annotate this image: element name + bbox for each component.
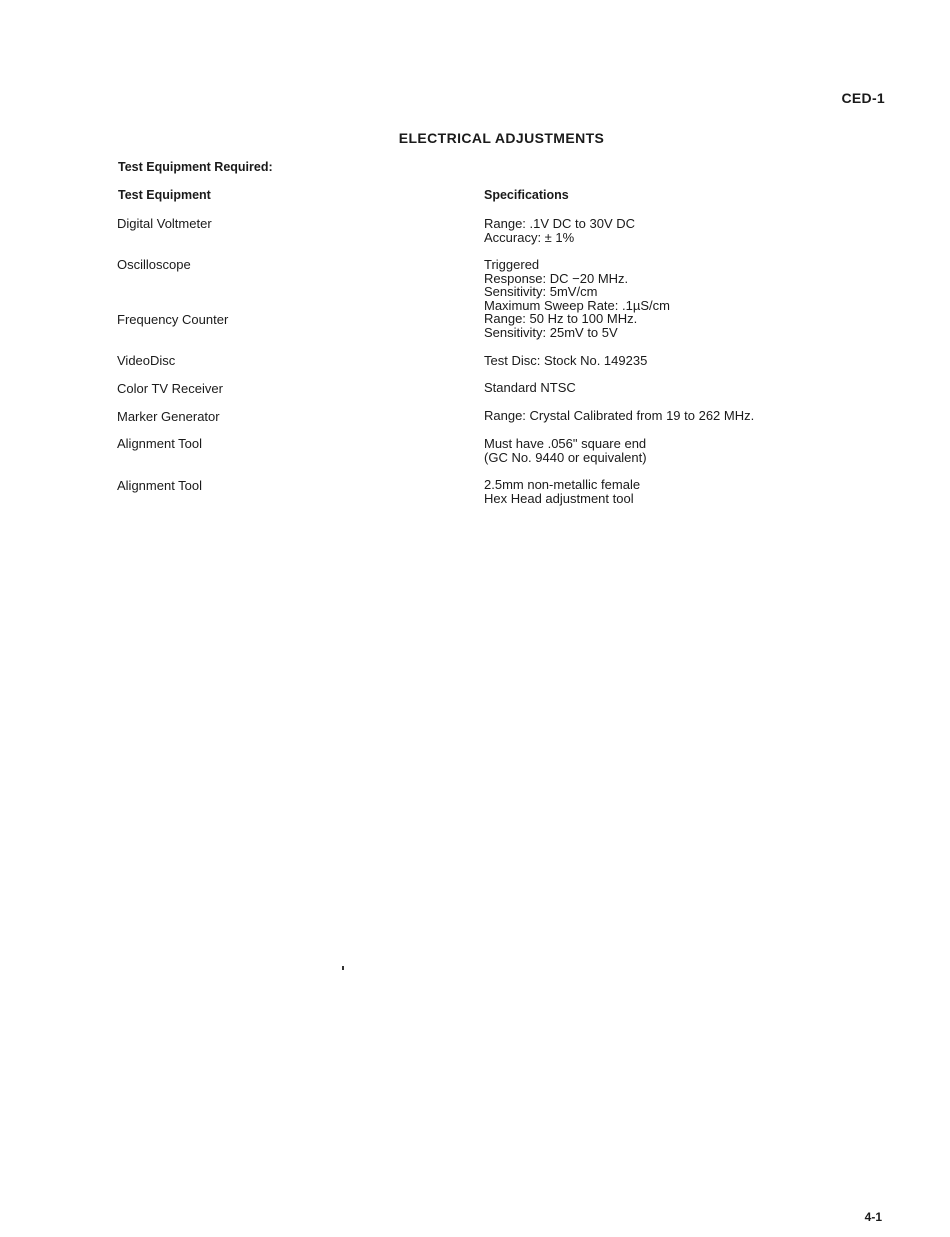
spec-line: Sensitivity: 25mV to 5V xyxy=(484,324,618,340)
spec-line: Range: 50 Hz to 100 MHz. xyxy=(484,311,638,326)
spec-line: Triggered xyxy=(484,257,540,272)
equipment-spec xyxy=(484,312,637,339)
page-id: CED-1 xyxy=(841,90,885,106)
equipment-spec xyxy=(484,478,640,505)
spec-line: Sensitivity: 5mV/cm xyxy=(484,284,598,299)
spec-line: Test Disc: Stock No. 149235 xyxy=(484,353,648,368)
spec-line: Accuracy: ± 1% xyxy=(484,229,575,245)
spec-line: Range: .1V DC to 30V DC xyxy=(484,216,636,231)
equipment-name: Alignment Tool xyxy=(117,478,203,493)
equipment-spec xyxy=(484,354,647,368)
column-header-specifications: Specifications xyxy=(484,188,569,202)
page-number: 4-1 xyxy=(864,1210,882,1224)
spec-line: Hex Head adjustment tool xyxy=(484,490,634,506)
spec-line: Standard NTSC xyxy=(484,380,576,395)
required-label: Test Equipment Required: xyxy=(118,160,273,174)
spec-line: Maximum Sweep Rate: .1µS/cm xyxy=(484,297,670,313)
equipment-name: Alignment Tool xyxy=(117,436,203,451)
column-header-equipment: Test Equipment xyxy=(118,188,211,202)
equipment-spec xyxy=(484,217,635,244)
equipment-name: VideoDisc xyxy=(117,353,176,368)
equipment-spec xyxy=(484,409,754,423)
spec-line: Response: DC −20 MHz. xyxy=(484,270,629,286)
scan-speck xyxy=(342,966,344,970)
spec-line: Must have .056" square end xyxy=(484,436,647,451)
equipment-spec xyxy=(484,381,576,395)
spec-line: (GC No. 9440 or equivalent) xyxy=(484,449,647,465)
equipment-spec xyxy=(484,258,670,312)
page-title: ELECTRICAL ADJUSTMENTS xyxy=(398,130,605,146)
equipment-name: Oscilloscope xyxy=(117,257,191,272)
equipment-name: Frequency Counter xyxy=(117,312,229,327)
equipment-name: Digital Voltmeter xyxy=(117,216,212,231)
equipment-name: Marker Generator xyxy=(117,409,220,424)
equipment-spec xyxy=(484,437,647,464)
spec-line: 2.5mm non-metallic female xyxy=(484,477,641,492)
equipment-name: Color TV Receiver xyxy=(117,381,223,396)
spec-line: Range: Crystal Calibrated from 19 to 262 MHz. xyxy=(484,408,755,423)
